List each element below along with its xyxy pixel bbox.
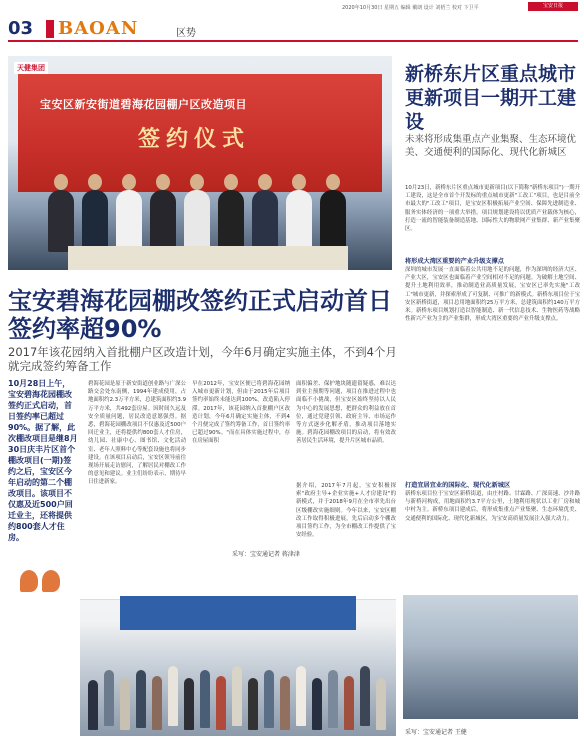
page-header [8, 16, 578, 42]
company-logo: 天健集团 [14, 62, 48, 74]
body-column-1: 碧海花园是原于新安街道创业路与广深公路交会处东南侧，1994年建成使用，占地面积约2.3万平方米，总建筑面积约3.9万平方米，共492套房屋。因时间久远及安全质量问题，居民改造意愿强烈。据悉，碧海花园棚改项目不仅惠及近500户回迁业主，还将提供约800套人才住房，幼儿园、社康中心、图书馆、文化活动室、老年人照料中心等配套设施也将同步建设。在该项目启动后，宝安区领导前往现场开展走访慰问，了解居民对棚改工作的意见和建议。业主们纷纷表示，期待早日住进新家。 [88, 381, 186, 486]
main-byline: 采写：宝安通记者 蒋津津 [232, 551, 300, 558]
side-subtitle: 未来将形成集重点产业集聚、生态环境优美、交通便利的国际化、现代化新城区 [405, 134, 577, 158]
side-intro: 10月23日，新桥东片区重点城市更新项目(以下简称"新桥东项目")一期开工建设，这是全市首个开发标的重点城市更新"工改工"项目，也是目前全市最大的"工改工"项目，是宝安区积极拓展产业空间、保障先进制造业、服务实体经济的一项重大举措。项目规划建设将以优质产业载体为核心，打造一流的智能装备制造基地、国际性大的物联网产业集群、新产业集聚区。 [405, 185, 580, 233]
event-banner [120, 596, 356, 630]
page-name: BAOAN [58, 18, 139, 39]
signing-ceremony-photo [8, 56, 392, 270]
backdrop-title: 宝安区新安街道碧海花园棚户区改造项目 [40, 98, 247, 111]
signing-table [68, 246, 348, 270]
section-label: 区势 [176, 28, 196, 39]
main-headline: 宝安碧海花园棚改签约正式启动首日签约率超90% [8, 287, 392, 343]
body-column-3b: 据介绍，2017年7月起，宝安积极探索"政府主导+企业实施+人才房建设"的新模式，并于2018年9月在全市率先出台区级棚改实施细则。今年以来，宝安区棚改工作取得积极进展，先后启动多个棚改项目签约工作，为全市棚改工作提供了宝安经验。 [296, 483, 396, 539]
side-section2-title: 打造宜居宜业的国际化、现代化新城区 [405, 482, 511, 489]
main-subhead: 2017年该花园纳入首批棚户区改造计划，今年6月确定实施主体，不到4个月就完成签约筹备工作 [8, 345, 397, 373]
brand-logo: 宝安日报 [528, 2, 578, 11]
backdrop-subtitle: 签约仪式 [138, 126, 251, 152]
crowd [80, 626, 396, 736]
side-section1-body: 深圳的城市发展一直面临着公共用地不足的问题，作为深圳的经济大区、产业大区，宝安区也面临着产业空间相对不足的问题。为破解土地空间、提升土地利用效率，推动制造业高质量发展，宝安区已率先实施"工改工"城市更新，并探索形成了可复制、可推广的新模式。新桥东项目位于宝安区新桥街道，项目总用地面积约25万平方米，总建筑面积约140万平方米。新桥东项目规划打造以智能制造、新一代信息技术、生物医药等战略性新兴产业为主的产业集群，形成大湾区重要的产业升级支撑点。 [405, 267, 580, 323]
body-column-2: 早在2012年，宝安区便已将碧海花园纳入城市更新计划，但由于2015年后项目签约率始终未能达到100%，改造陷入停滞。2017年，该花园纳入首批棚户区改造计划，今年6月确定实施主体，不到4个月便完成了签约筹备工作，首日签约率已超过90%。"而在具体实施过程中，存在房屋面积 [192, 381, 290, 445]
residents-group-photo [80, 560, 396, 736]
page-number: 03 [8, 18, 34, 39]
tent-roof [80, 560, 396, 600]
date-line: 2020年10月30日 星期五 编辑 戴朗 设计 刘梧兰 校对 卞卫平 [342, 5, 479, 11]
quote-mark-icon [20, 570, 70, 594]
lead-paragraph: 10月28日上午，宝安碧海花园棚改签约正式启动，首日签约率已超过90%。据了解，此次棚改项目是继8月30日庆丰片区首个棚改项目(一期)签约之后，宝安区今年启动的第二个棚改项目。该项目不仅惠及近500户回迁业主，还将提供约800套人才住房。 [8, 379, 78, 542]
side-section1-title: 将形成大湾区重要的产业升级支撑点 [405, 258, 504, 265]
header-divider [46, 20, 54, 38]
people-group [8, 160, 392, 270]
body-column-3: 面积偏差、保护地块随遗留疑惑，难以达到业主预期等问题，项目在推进过程中也面临不小挑战，但宝安区始终坚持以人民为中心的发展思想，把群众的利益放在首位，通过党建引领、政府主导、市场运作等方式逐步化解矛盾，推动项目落地实施。碧海花园棚改项目的启动，将有效改善居民生活环境，提升片区城市品质。 [296, 381, 396, 445]
side-headline: 新桥东片区重点城市更新项目一期开工建设 [405, 63, 577, 133]
side-byline: 采写：宝安通记者 王健 [405, 729, 467, 736]
construction-site-photo [403, 595, 578, 719]
side-section2-body: 新桥东项目位于宝安区新桥街道，由庄村路、甘霖路、广深高速、沙井路与新桥河构成，用地面积约3.7平方公里，土地利用现状以工业厂房和城中村为主。新桥东项目建成后，将形成集重点产业集聚、生态环境优美、交通便利的国际化、现代化新城区，为宝安高质量发展注入强大动力。 [405, 491, 580, 522]
